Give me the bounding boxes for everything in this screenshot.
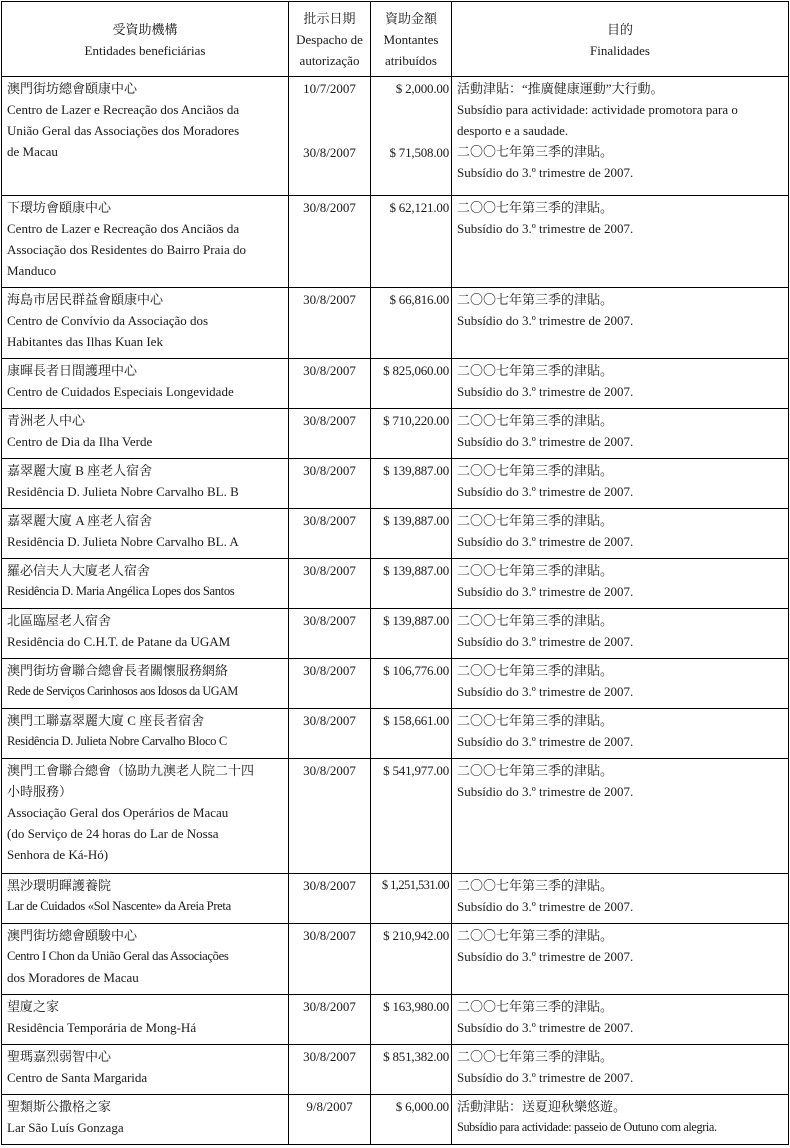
- purpose-pt: Subsídio do 3.º trimestre de 2007.: [457, 484, 634, 499]
- date-cell: 30/8/2007: [289, 874, 371, 924]
- entity-zh: 黑沙環明暉護養院: [7, 878, 112, 893]
- purpose-cell: [452, 409, 789, 459]
- entity-pt: Senhora de Ká-Hó): [7, 847, 109, 862]
- header-entities-zh: 受資助機構: [112, 21, 178, 37]
- entity-pt: dos Moradores de Macau: [7, 970, 139, 985]
- entity-cell: [2, 559, 289, 609]
- subsidy-table: [1, 1, 789, 1145]
- table-row: [2, 759, 789, 874]
- amount-cell: $ 139,887.00: [371, 509, 452, 559]
- purpose-pt: Subsídio do 3.º trimestre de 2007.: [457, 734, 634, 749]
- header-date-zh: 批示日期: [303, 11, 356, 26]
- purpose-pt: Subsídio do 3.º trimestre de 2007.: [457, 434, 634, 449]
- amount-cell: [371, 77, 452, 196]
- purpose-cell: [452, 559, 789, 609]
- entity-pt: Centro I Chon da União Geral das Associações: [7, 949, 229, 963]
- entity-pt: Residência Temporária de Mong-Há: [7, 1020, 197, 1035]
- header-entities-pt: Entidades beneficiárias: [84, 42, 206, 58]
- date-cell: 30/8/2007: [289, 559, 371, 609]
- entity-cell: [2, 659, 289, 709]
- entity-cell: [2, 288, 289, 359]
- amount-cell: $ 210,942.00: [371, 924, 452, 995]
- entity-zh: 澳門街坊總會頤駿中心: [7, 928, 138, 943]
- entity-pt: Lar de Cuidados «Sol Nascente» da Areia Preta: [7, 899, 231, 913]
- entity-zh: 下環坊會頤康中心: [7, 200, 112, 215]
- table-row: [2, 1045, 789, 1095]
- amount-cell: $ 139,887.00: [371, 559, 452, 609]
- purpose-pt: Subsídio do 3.º trimestre de 2007.: [457, 584, 634, 599]
- entity-zh: 澳門街坊總會頤康中心: [7, 81, 138, 96]
- entity-pt: Residência D. Julieta Nobre Carvalho Bloco C: [7, 734, 227, 748]
- purpose-zh: 二〇〇七年第三季的津貼。: [457, 878, 614, 893]
- purpose-zh: 二〇〇七年第三季的津貼。: [457, 292, 614, 307]
- purpose-zh: 二〇〇七年第三季的津貼。: [457, 563, 614, 578]
- date-value: 10/7/2007: [303, 81, 356, 96]
- entity-pt: Lar São Luís Gonzaga: [7, 1120, 124, 1135]
- purpose-cell: [452, 659, 789, 709]
- entity-cell: [2, 196, 289, 288]
- purpose-cell: [452, 874, 789, 924]
- purpose-pt: Subsídio do 3.º trimestre de 2007.: [457, 1020, 634, 1035]
- entity-zh: 聖瑪嘉烈弱智中心: [7, 1049, 112, 1064]
- purpose-zh: 二〇〇七年第三季的津貼。: [457, 999, 614, 1014]
- purpose-pt: Subsídio para actividade: actividade promotora para o: [457, 102, 738, 117]
- entity-pt: Residência D. Julieta Nobre Carvalho BL. B: [7, 484, 239, 499]
- purpose-zh: 二〇〇七年第三季的津貼。: [457, 513, 614, 528]
- amount-cell: $ 106,776.00: [371, 659, 452, 709]
- date-cell: 30/8/2007: [289, 609, 371, 659]
- date-cell: [289, 77, 371, 196]
- date-cell: 30/8/2007: [289, 759, 371, 874]
- entity-cell: [2, 359, 289, 409]
- purpose-cell: [452, 1045, 789, 1095]
- entity-zh: 聖類斯公撒格之家: [7, 1099, 112, 1114]
- entity-pt: de Macau: [7, 144, 58, 159]
- entity-pt: Centro de Cuidados Especiais Longevidade: [7, 384, 234, 399]
- purpose-pt: Subsídio do 3.º trimestre de 2007.: [457, 313, 634, 328]
- purpose-zh: 活動津貼：送夏迎秋樂悠遊。: [457, 1099, 627, 1114]
- purpose-pt: Subsídio do 3.º trimestre de 2007.: [457, 384, 634, 399]
- amount-cell: $ 62,121.00: [371, 196, 452, 288]
- amount-value: $ 2,000.00: [395, 81, 449, 96]
- amount-cell: $ 825,060.00: [371, 359, 452, 409]
- date-cell: 30/8/2007: [289, 659, 371, 709]
- table-row: [2, 459, 789, 509]
- table-row: [2, 995, 789, 1045]
- purpose-cell: [452, 924, 789, 995]
- purpose-cell: [452, 709, 789, 759]
- entity-cell: [2, 924, 289, 995]
- table-row: [2, 659, 789, 709]
- table-row: [2, 359, 789, 409]
- table-row: [2, 509, 789, 559]
- purpose-cell: [452, 509, 789, 559]
- entity-cell: [2, 409, 289, 459]
- purpose-cell: [452, 288, 789, 359]
- entity-cell: [2, 609, 289, 659]
- header-amount-pt-1: Montantes: [383, 32, 439, 47]
- date-cell: 30/8/2007: [289, 995, 371, 1045]
- table-row: [2, 1095, 789, 1145]
- amount-cell: $ 710,220.00: [371, 409, 452, 459]
- date-cell: 30/8/2007: [289, 288, 371, 359]
- entity-cell: [2, 874, 289, 924]
- purpose-zh: 二〇〇七年第三季的津貼。: [457, 928, 614, 943]
- purpose-cell: [452, 995, 789, 1045]
- amount-cell: $ 163,980.00: [371, 995, 452, 1045]
- table-row: [2, 196, 789, 288]
- table-row: [2, 288, 789, 359]
- header-amount: [371, 2, 452, 77]
- entity-zh: 青洲老人中心: [7, 413, 86, 428]
- purpose-pt: Subsídio do 3.º trimestre de 2007.: [457, 899, 634, 914]
- entity-pt: Rede de Serviços Carinhosos aos Idosos da UGAM: [7, 684, 238, 698]
- entity-pt: Residência do C.H.T. de Patane da UGAM: [7, 634, 231, 649]
- purpose-pt: Subsídio do 3.º trimestre de 2007.: [457, 165, 634, 180]
- entity-zh: 小時服務）: [7, 784, 73, 799]
- amount-cell: $ 1,251,531.00: [371, 874, 452, 924]
- entity-pt: Centro de Dia da Ilha Verde: [7, 434, 153, 449]
- entity-zh: 望廈之家: [7, 999, 60, 1014]
- purpose-pt: Subsídio do 3.º trimestre de 2007.: [457, 784, 634, 799]
- date-cell: 30/8/2007: [289, 359, 371, 409]
- amount-cell: $ 6,000.00: [371, 1095, 452, 1145]
- entity-pt: Manduco: [7, 263, 57, 278]
- purpose-zh: 二〇〇七年第三季的津貼。: [457, 463, 614, 478]
- entity-pt: Centro de Santa Margarida: [7, 1070, 148, 1085]
- header-purpose-pt: Finalidades: [590, 42, 650, 58]
- purpose-cell: [452, 1095, 789, 1145]
- entity-cell: [2, 509, 289, 559]
- purpose-zh: 二〇〇七年第三季的津貼。: [457, 763, 614, 778]
- entity-cell: [2, 759, 289, 874]
- date-value: 30/8/2007: [303, 145, 356, 160]
- entity-pt: (do Serviço de 24 horas do Lar de Nossa: [7, 826, 219, 841]
- entity-pt: Centro de Lazer e Recreação dos Anciãos da: [7, 102, 240, 117]
- header-entities: [2, 2, 289, 77]
- date-cell: 30/8/2007: [289, 409, 371, 459]
- date-cell: 30/8/2007: [289, 196, 371, 288]
- entity-zh: 康暉長者日間護理中心: [7, 363, 138, 378]
- amount-cell: $ 541,977.00: [371, 759, 452, 874]
- table-row: [2, 559, 789, 609]
- entity-zh: 北區臨屋老人宿舍: [7, 613, 112, 628]
- purpose-pt: Subsídio para actividade: passeio de Outuno com alegria.: [457, 1120, 717, 1134]
- amount-cell: $ 158,661.00: [371, 709, 452, 759]
- entity-cell: [2, 77, 289, 196]
- entity-zh: 嘉翠麗大廈 A 座老人宿舍: [7, 513, 153, 528]
- entity-zh: 澳門工聯嘉翠麗大廈 C 座長者宿舍: [7, 713, 205, 728]
- entity-zh: 羅必信夫人大廈老人宿舍: [7, 563, 151, 578]
- table-row: [2, 709, 789, 759]
- date-cell: 30/8/2007: [289, 924, 371, 995]
- table-header-row: [2, 2, 789, 77]
- entity-cell: [2, 1095, 289, 1145]
- amount-cell: $ 139,887.00: [371, 609, 452, 659]
- purpose-zh: 活動津貼：“推廣健康運動”大行動。: [457, 81, 664, 96]
- amount-value: $ 71,508.00: [389, 145, 449, 160]
- entity-cell: [2, 1045, 289, 1095]
- header-amount-pt-2: atribuídos: [385, 53, 437, 68]
- header-date-pt-1: Despacho de: [296, 32, 363, 47]
- purpose-cell: [452, 609, 789, 659]
- purpose-zh: 二〇〇七年第三季的津貼。: [457, 613, 614, 628]
- date-cell: 30/8/2007: [289, 459, 371, 509]
- purpose-zh: 二〇〇七年第三季的津貼。: [457, 200, 614, 215]
- entity-zh: 澳門街坊會聯合總會長者關懷服務網絡: [7, 663, 229, 678]
- entity-cell: [2, 995, 289, 1045]
- date-cell: 9/8/2007: [289, 1095, 371, 1145]
- purpose-zh: 二〇〇七年第三季的津貼。: [457, 1049, 614, 1064]
- entity-pt: Centro de Convívio da Associação dos: [7, 313, 209, 328]
- purpose-cell: [452, 196, 789, 288]
- header-date: [289, 2, 371, 77]
- table-row: [2, 77, 789, 196]
- purpose-pt: desporto e a saudade.: [457, 123, 569, 138]
- purpose-pt: Subsídio do 3.º trimestre de 2007.: [457, 634, 634, 649]
- entity-zh: 澳門工會聯合總會（協助九澳老人院二十四: [7, 763, 255, 778]
- purpose-pt: Subsídio do 3.º trimestre de 2007.: [457, 1070, 634, 1085]
- amount-cell: $ 851,382.00: [371, 1045, 452, 1095]
- date-cell: 30/8/2007: [289, 1045, 371, 1095]
- purpose-cell: [452, 759, 789, 874]
- entity-cell: [2, 459, 289, 509]
- purpose-pt: Subsídio do 3.º trimestre de 2007.: [457, 949, 634, 964]
- purpose-zh: 二〇〇七年第三季的津貼。: [457, 713, 614, 728]
- entity-cell: [2, 709, 289, 759]
- entity-pt: União Geral das Associações dos Moradores: [7, 123, 240, 138]
- table-row: [2, 874, 789, 924]
- header-date-pt-2: autorização: [299, 53, 360, 68]
- entity-pt: Associação Geral dos Operários de Macau: [7, 805, 229, 820]
- purpose-pt: Subsídio do 3.º trimestre de 2007.: [457, 221, 634, 236]
- header-amount-zh: 資助金額: [384, 11, 437, 26]
- entity-pt: Residência D. Julieta Nobre Carvalho BL. A: [7, 534, 239, 549]
- date-cell: 30/8/2007: [289, 709, 371, 759]
- entity-pt: Associação dos Residentes do Bairro Praia do: [7, 242, 247, 257]
- entity-zh: 海島市居民群益會頤康中心: [7, 292, 164, 307]
- purpose-cell: [452, 459, 789, 509]
- purpose-zh: 二〇〇七年第三季的津貼。: [457, 663, 614, 678]
- entity-zh: 嘉翠麗大廈 B 座老人宿舍: [7, 463, 153, 478]
- amount-cell: $ 139,887.00: [371, 459, 452, 509]
- table-row: [2, 924, 789, 995]
- purpose-zh: 二〇〇七年第三季的津貼。: [457, 413, 614, 428]
- purpose-pt: Subsídio do 3.º trimestre de 2007.: [457, 534, 634, 549]
- entity-pt: Habitantes das Ilhas Kuan Iek: [7, 334, 163, 349]
- date-cell: 30/8/2007: [289, 509, 371, 559]
- table-row: [2, 609, 789, 659]
- header-purpose-zh: 目的: [606, 21, 633, 37]
- purpose-zh: 二〇〇七年第三季的津貼。: [457, 144, 614, 159]
- entity-pt: Residência D. Maria Angélica Lopes dos Santos: [7, 584, 235, 598]
- amount-cell: $ 66,816.00: [371, 288, 452, 359]
- purpose-pt: Subsídio do 3.º trimestre de 2007.: [457, 684, 634, 699]
- purpose-zh: 二〇〇七年第三季的津貼。: [457, 363, 614, 378]
- header-purpose: [452, 2, 789, 77]
- purpose-cell: [452, 359, 789, 409]
- table-row: [2, 409, 789, 459]
- purpose-cell: [452, 77, 789, 196]
- entity-pt: Centro de Lazer e Recreação dos Anciãos da: [7, 221, 240, 236]
